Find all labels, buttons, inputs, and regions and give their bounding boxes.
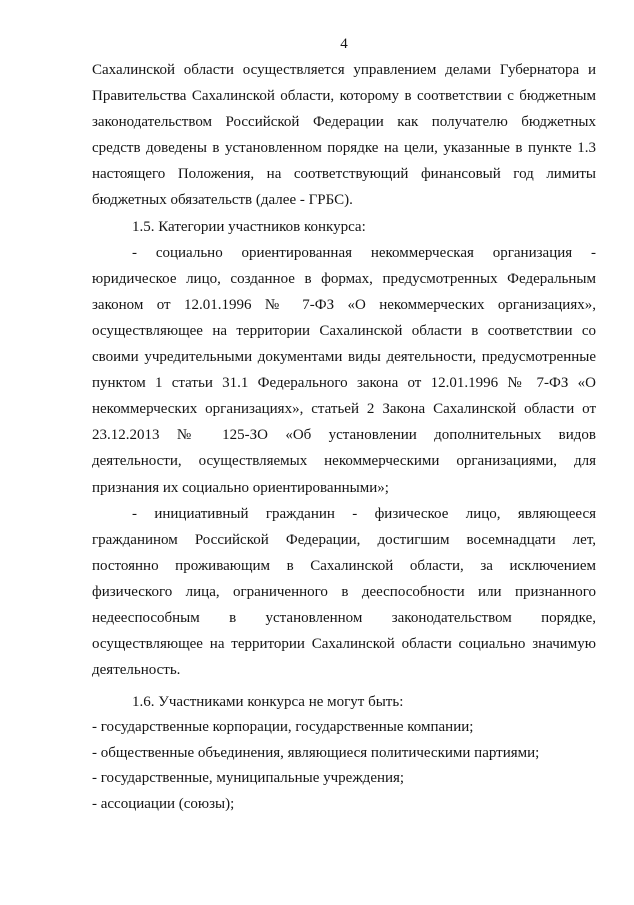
text-line: пунктом 1 статьи 31.1 Федерального закона от 12.01.1996 № 7-ФЗ «О	[92, 375, 596, 392]
category-2-paragraph	[92, 501, 596, 684]
text-line: Сахалинской области осуществляется управлением делами Губернатора и	[92, 62, 596, 78]
text-line: деятельность.	[92, 662, 181, 679]
text-line: недееспособным в установленном законодательством порядке,	[92, 609, 596, 626]
text-line: осуществляющее на территории Сахалинской области социально значимую	[92, 636, 596, 653]
list-item: - общественные объединения, являющиеся политическими партиями;	[92, 744, 540, 761]
text-line: некоммерческих организациях», статьей 2 Закона Сахалинской области от	[92, 401, 596, 418]
text-line: законодательством Российской Федерации как получателю бюджетных	[92, 114, 596, 131]
page-number: 4	[340, 36, 348, 52]
text-line: юридическое лицо, созданное в формах, предусмотренных Федеральным	[92, 270, 596, 287]
exclusions-list	[92, 715, 596, 817]
list-item: - государственные корпорации, государственные компании;	[92, 719, 474, 736]
section-heading: 1.6. Участниками конкурса не могут быть:	[132, 694, 404, 711]
text-line: постоянно проживающим в Сахалинской области, за исключением	[92, 557, 596, 574]
text-line: гражданином Российской Федерации, достигшим восемнадцати лет,	[92, 531, 596, 548]
text-line: настоящего Положения, на соответствующий финансовый год лимиты	[92, 166, 596, 183]
list-item: - ассоциации (союзы);	[92, 795, 235, 812]
intro-paragraph	[92, 57, 596, 214]
text-line: своими учредительными документами виды деятельности, предусмотренные	[92, 349, 596, 366]
text-line: физического лица, ограниченного в дееспособности или признанного	[92, 583, 596, 600]
section-heading: 1.5. Категории участников конкурса:	[132, 218, 366, 235]
text-line: 23.12.2013 № 125-ЗО «Об установлении дополнительных видов	[92, 427, 596, 444]
section-1-6-heading	[92, 689, 596, 715]
text-line: Правительства Сахалинской области, которому в соответствии с бюджетным	[92, 88, 596, 105]
text-line: - инициативный гражданин - физическое лицо, являющееся	[132, 505, 596, 522]
text-line: законом от 12.01.1996 № 7-ФЗ «О некоммерческих организациях»,	[92, 296, 596, 313]
text-line: бюджетных обязательств (далее - ГРБС).	[92, 192, 353, 209]
text-line: деятельности, осуществляемых некоммерческими организациями, для	[92, 453, 596, 470]
text-line: признания их социально ориентированными»;	[92, 479, 389, 496]
category-1-paragraph	[92, 240, 596, 501]
text-line: осуществляющее на территории Сахалинской области в соответствии со	[92, 322, 596, 339]
section-1-5-heading	[92, 214, 596, 240]
text-line: - социально ориентированная некоммерческая организация -	[132, 244, 596, 261]
text-line: средств доведены в установленном порядке на цели, указанные в пункте 1.3	[92, 140, 596, 157]
list-item: - государственные, муниципальные учреждения;	[92, 770, 405, 787]
